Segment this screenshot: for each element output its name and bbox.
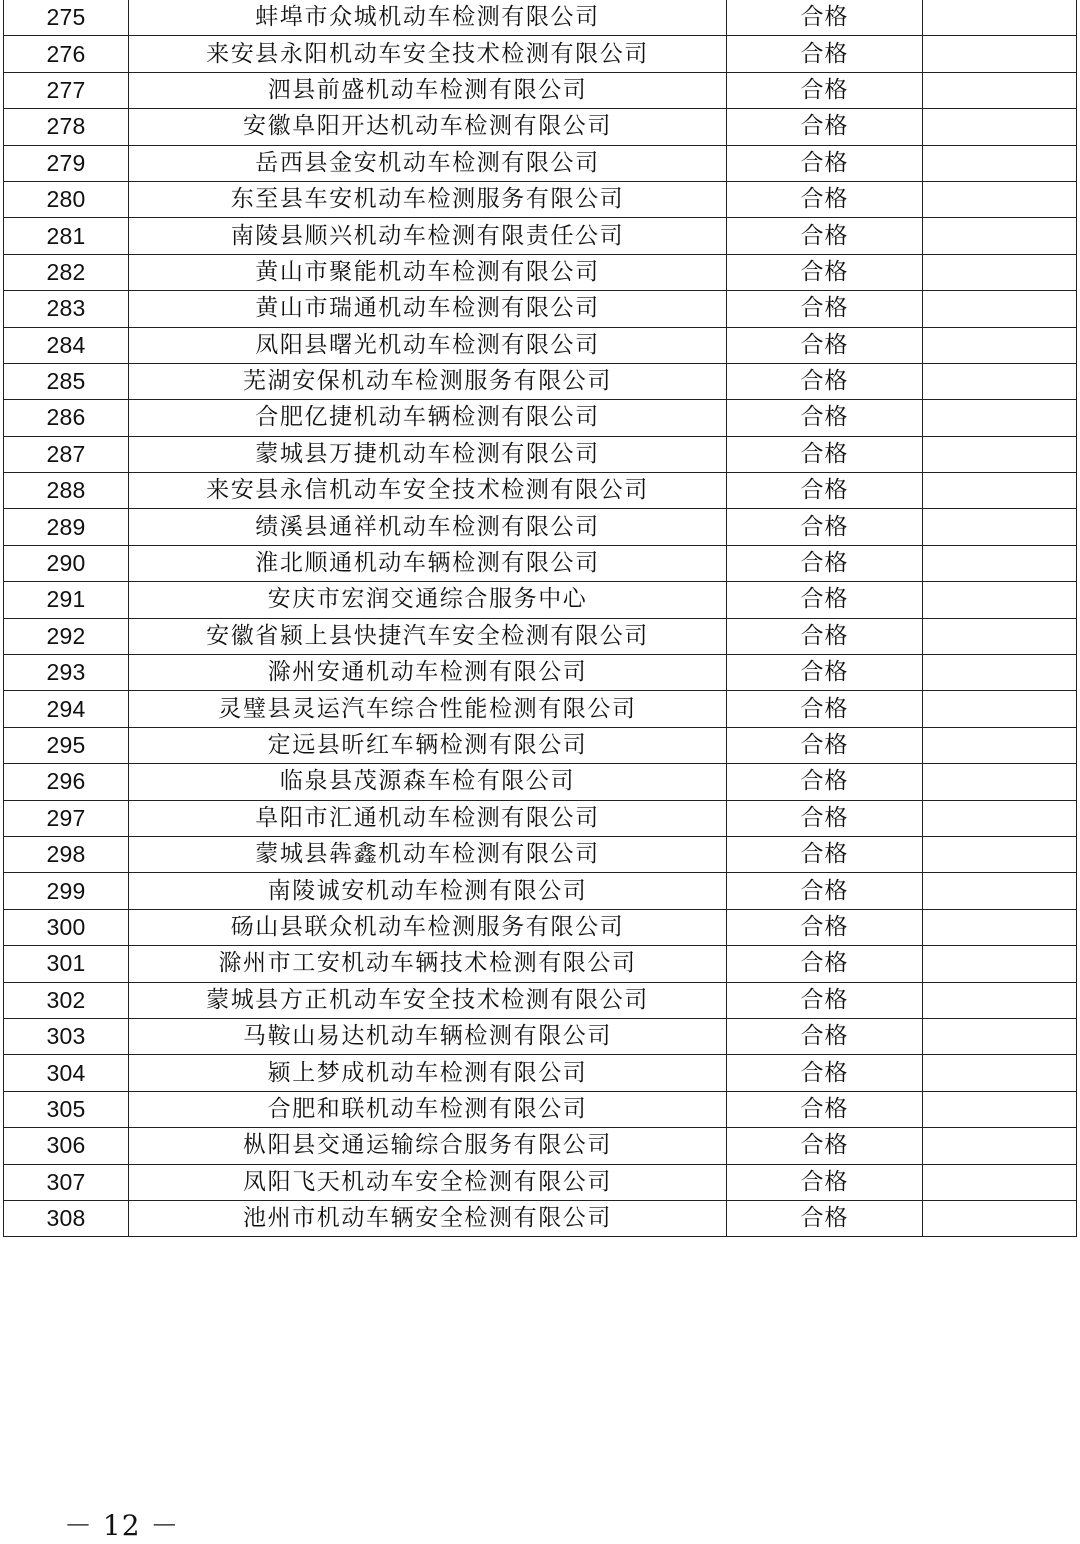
row-number-cell: 283 [4,291,129,327]
row-number-cell: 293 [4,655,129,691]
result-cell: 合格 [727,181,923,217]
company-name-cell: 滁州市工安机动车辆技术检测有限公司 [129,946,727,982]
result-cell: 合格 [727,218,923,254]
table-row [4,1164,1077,1200]
row-number-cell: 298 [4,836,129,872]
table-row [4,1018,1077,1054]
company-name-cell: 枞阳县交通运输综合服务有限公司 [129,1128,727,1164]
company-name-cell: 岳西县金安机动车检测有限公司 [129,145,727,181]
result-cell: 合格 [727,655,923,691]
note-cell [923,181,1077,217]
row-number-cell: 296 [4,764,129,800]
table-row [4,1128,1077,1164]
note-cell [923,36,1077,72]
note-cell [923,764,1077,800]
note-cell [923,582,1077,618]
table-row [4,509,1077,545]
note-cell [923,1128,1077,1164]
result-cell: 合格 [727,509,923,545]
row-number-cell: 299 [4,873,129,909]
result-cell: 合格 [727,909,923,945]
note-cell [923,727,1077,763]
row-number-cell: 292 [4,618,129,654]
table-row [4,655,1077,691]
result-cell: 合格 [727,1055,923,1091]
result-cell: 合格 [727,873,923,909]
page-number: － 12 － [64,1509,180,1542]
result-cell: 合格 [727,618,923,654]
table-row [4,545,1077,581]
result-cell: 合格 [727,1128,923,1164]
result-cell: 合格 [727,72,923,108]
result-cell: 合格 [727,727,923,763]
table-row [4,946,1077,982]
result-cell: 合格 [727,363,923,399]
result-cell: 合格 [727,436,923,472]
row-number-cell: 282 [4,254,129,290]
row-number-cell: 294 [4,691,129,727]
note-cell [923,691,1077,727]
note-cell [923,509,1077,545]
result-cell: 合格 [727,254,923,290]
result-cell: 合格 [727,291,923,327]
note-cell [923,72,1077,108]
company-name-cell: 蒙城县犇鑫机动车检测有限公司 [129,836,727,872]
company-name-cell: 南陵诚安机动车检测有限公司 [129,873,727,909]
note-cell [923,473,1077,509]
table-row [4,909,1077,945]
table-row [4,436,1077,472]
result-cell: 合格 [727,109,923,145]
company-name-cell: 蚌埠市众城机动车检测有限公司 [129,0,727,36]
table-row [4,800,1077,836]
note-cell [923,327,1077,363]
result-cell: 合格 [727,1091,923,1127]
table-row [4,218,1077,254]
table-row [4,727,1077,763]
row-number-cell: 308 [4,1200,129,1236]
result-cell: 合格 [727,36,923,72]
row-number-cell: 304 [4,1055,129,1091]
note-cell [923,1164,1077,1200]
row-number-cell: 300 [4,909,129,945]
company-name-cell: 南陵县顺兴机动车检测有限责任公司 [129,218,727,254]
table-row [4,473,1077,509]
result-cell: 合格 [727,1018,923,1054]
table-row [4,764,1077,800]
note-cell [923,436,1077,472]
row-number-cell: 288 [4,473,129,509]
row-number-cell: 289 [4,509,129,545]
table-row [4,400,1077,436]
row-number-cell: 303 [4,1018,129,1054]
company-name-cell: 砀山县联众机动车检测服务有限公司 [129,909,727,945]
note-cell [923,836,1077,872]
company-name-cell: 合肥亿捷机动车辆检测有限公司 [129,400,727,436]
row-number-cell: 286 [4,400,129,436]
note-cell [923,873,1077,909]
note-cell [923,1055,1077,1091]
company-name-cell: 黄山市聚能机动车检测有限公司 [129,254,727,290]
table-row [4,145,1077,181]
table-row [4,254,1077,290]
note-cell [923,909,1077,945]
note-cell [923,291,1077,327]
row-number-cell: 290 [4,545,129,581]
table-row [4,0,1077,36]
company-name-cell: 滁州安通机动车检测有限公司 [129,655,727,691]
table-row [4,72,1077,108]
result-cell: 合格 [727,545,923,581]
note-cell [923,400,1077,436]
table-row [4,1055,1077,1091]
result-cell: 合格 [727,473,923,509]
result-cell: 合格 [727,1164,923,1200]
table-row [4,873,1077,909]
note-cell [923,1091,1077,1127]
result-cell: 合格 [727,691,923,727]
table-row [4,36,1077,72]
company-name-cell: 绩溪县通祥机动车检测有限公司 [129,509,727,545]
company-name-cell: 临泉县茂源森车检有限公司 [129,764,727,800]
company-name-cell: 来安县永信机动车安全技术检测有限公司 [129,473,727,509]
results-table-body [4,0,1077,1237]
company-name-cell: 颍上梦成机动车检测有限公司 [129,1055,727,1091]
note-cell [923,254,1077,290]
row-number-cell: 295 [4,727,129,763]
company-name-cell: 凤阳县曙光机动车检测有限公司 [129,327,727,363]
note-cell [923,0,1077,36]
company-name-cell: 芜湖安保机动车检测服务有限公司 [129,363,727,399]
result-cell: 合格 [727,1200,923,1236]
company-name-cell: 安徽阜阳开达机动车检测有限公司 [129,109,727,145]
result-cell: 合格 [727,582,923,618]
company-name-cell: 蒙城县万捷机动车检测有限公司 [129,436,727,472]
company-name-cell: 灵璧县灵运汽车综合性能检测有限公司 [129,691,727,727]
note-cell [923,363,1077,399]
result-cell: 合格 [727,946,923,982]
row-number-cell: 285 [4,363,129,399]
row-number-cell: 276 [4,36,129,72]
note-cell [923,145,1077,181]
row-number-cell: 278 [4,109,129,145]
note-cell [923,545,1077,581]
note-cell [923,109,1077,145]
table-row [4,582,1077,618]
table-row [4,618,1077,654]
company-name-cell: 黄山市瑞通机动车检测有限公司 [129,291,727,327]
table-row [4,1091,1077,1127]
note-cell [923,946,1077,982]
row-number-cell: 277 [4,72,129,108]
company-name-cell: 定远县昕红车辆检测有限公司 [129,727,727,763]
company-name-cell: 东至县车安机动车检测服务有限公司 [129,181,727,217]
note-cell [923,218,1077,254]
row-number-cell: 275 [4,0,129,36]
result-cell: 合格 [727,327,923,363]
company-name-cell: 安徽省颍上县快捷汽车安全检测有限公司 [129,618,727,654]
row-number-cell: 301 [4,946,129,982]
table-row [4,109,1077,145]
row-number-cell: 279 [4,145,129,181]
row-number-cell: 302 [4,982,129,1018]
table-row [4,291,1077,327]
row-number-cell: 297 [4,800,129,836]
result-cell: 合格 [727,982,923,1018]
row-number-cell: 305 [4,1091,129,1127]
row-number-cell: 307 [4,1164,129,1200]
table-row [4,327,1077,363]
company-name-cell: 蒙城县方正机动车安全技术检测有限公司 [129,982,727,1018]
result-cell: 合格 [727,836,923,872]
inspection-results-table [3,0,1077,1237]
table-row [4,1200,1077,1236]
results-table-container [3,0,1076,1237]
note-cell [923,982,1077,1018]
result-cell: 合格 [727,764,923,800]
note-cell [923,1018,1077,1054]
row-number-cell: 306 [4,1128,129,1164]
row-number-cell: 280 [4,181,129,217]
company-name-cell: 安庆市宏润交通综合服务中心 [129,582,727,618]
company-name-cell: 淮北顺通机动车辆检测有限公司 [129,545,727,581]
note-cell [923,1200,1077,1236]
row-number-cell: 287 [4,436,129,472]
company-name-cell: 泗县前盛机动车检测有限公司 [129,72,727,108]
note-cell [923,655,1077,691]
row-number-cell: 281 [4,218,129,254]
table-row [4,181,1077,217]
company-name-cell: 凤阳飞天机动车安全检测有限公司 [129,1164,727,1200]
company-name-cell: 阜阳市汇通机动车检测有限公司 [129,800,727,836]
result-cell: 合格 [727,800,923,836]
table-row [4,836,1077,872]
row-number-cell: 284 [4,327,129,363]
note-cell [923,618,1077,654]
company-name-cell: 池州市机动车辆安全检测有限公司 [129,1200,727,1236]
company-name-cell: 马鞍山易达机动车辆检测有限公司 [129,1018,727,1054]
company-name-cell: 来安县永阳机动车安全技术检测有限公司 [129,36,727,72]
result-cell: 合格 [727,0,923,36]
note-cell [923,800,1077,836]
result-cell: 合格 [727,400,923,436]
table-row [4,691,1077,727]
result-cell: 合格 [727,145,923,181]
row-number-cell: 291 [4,582,129,618]
company-name-cell: 合肥和联机动车检测有限公司 [129,1091,727,1127]
table-row [4,982,1077,1018]
table-row [4,363,1077,399]
